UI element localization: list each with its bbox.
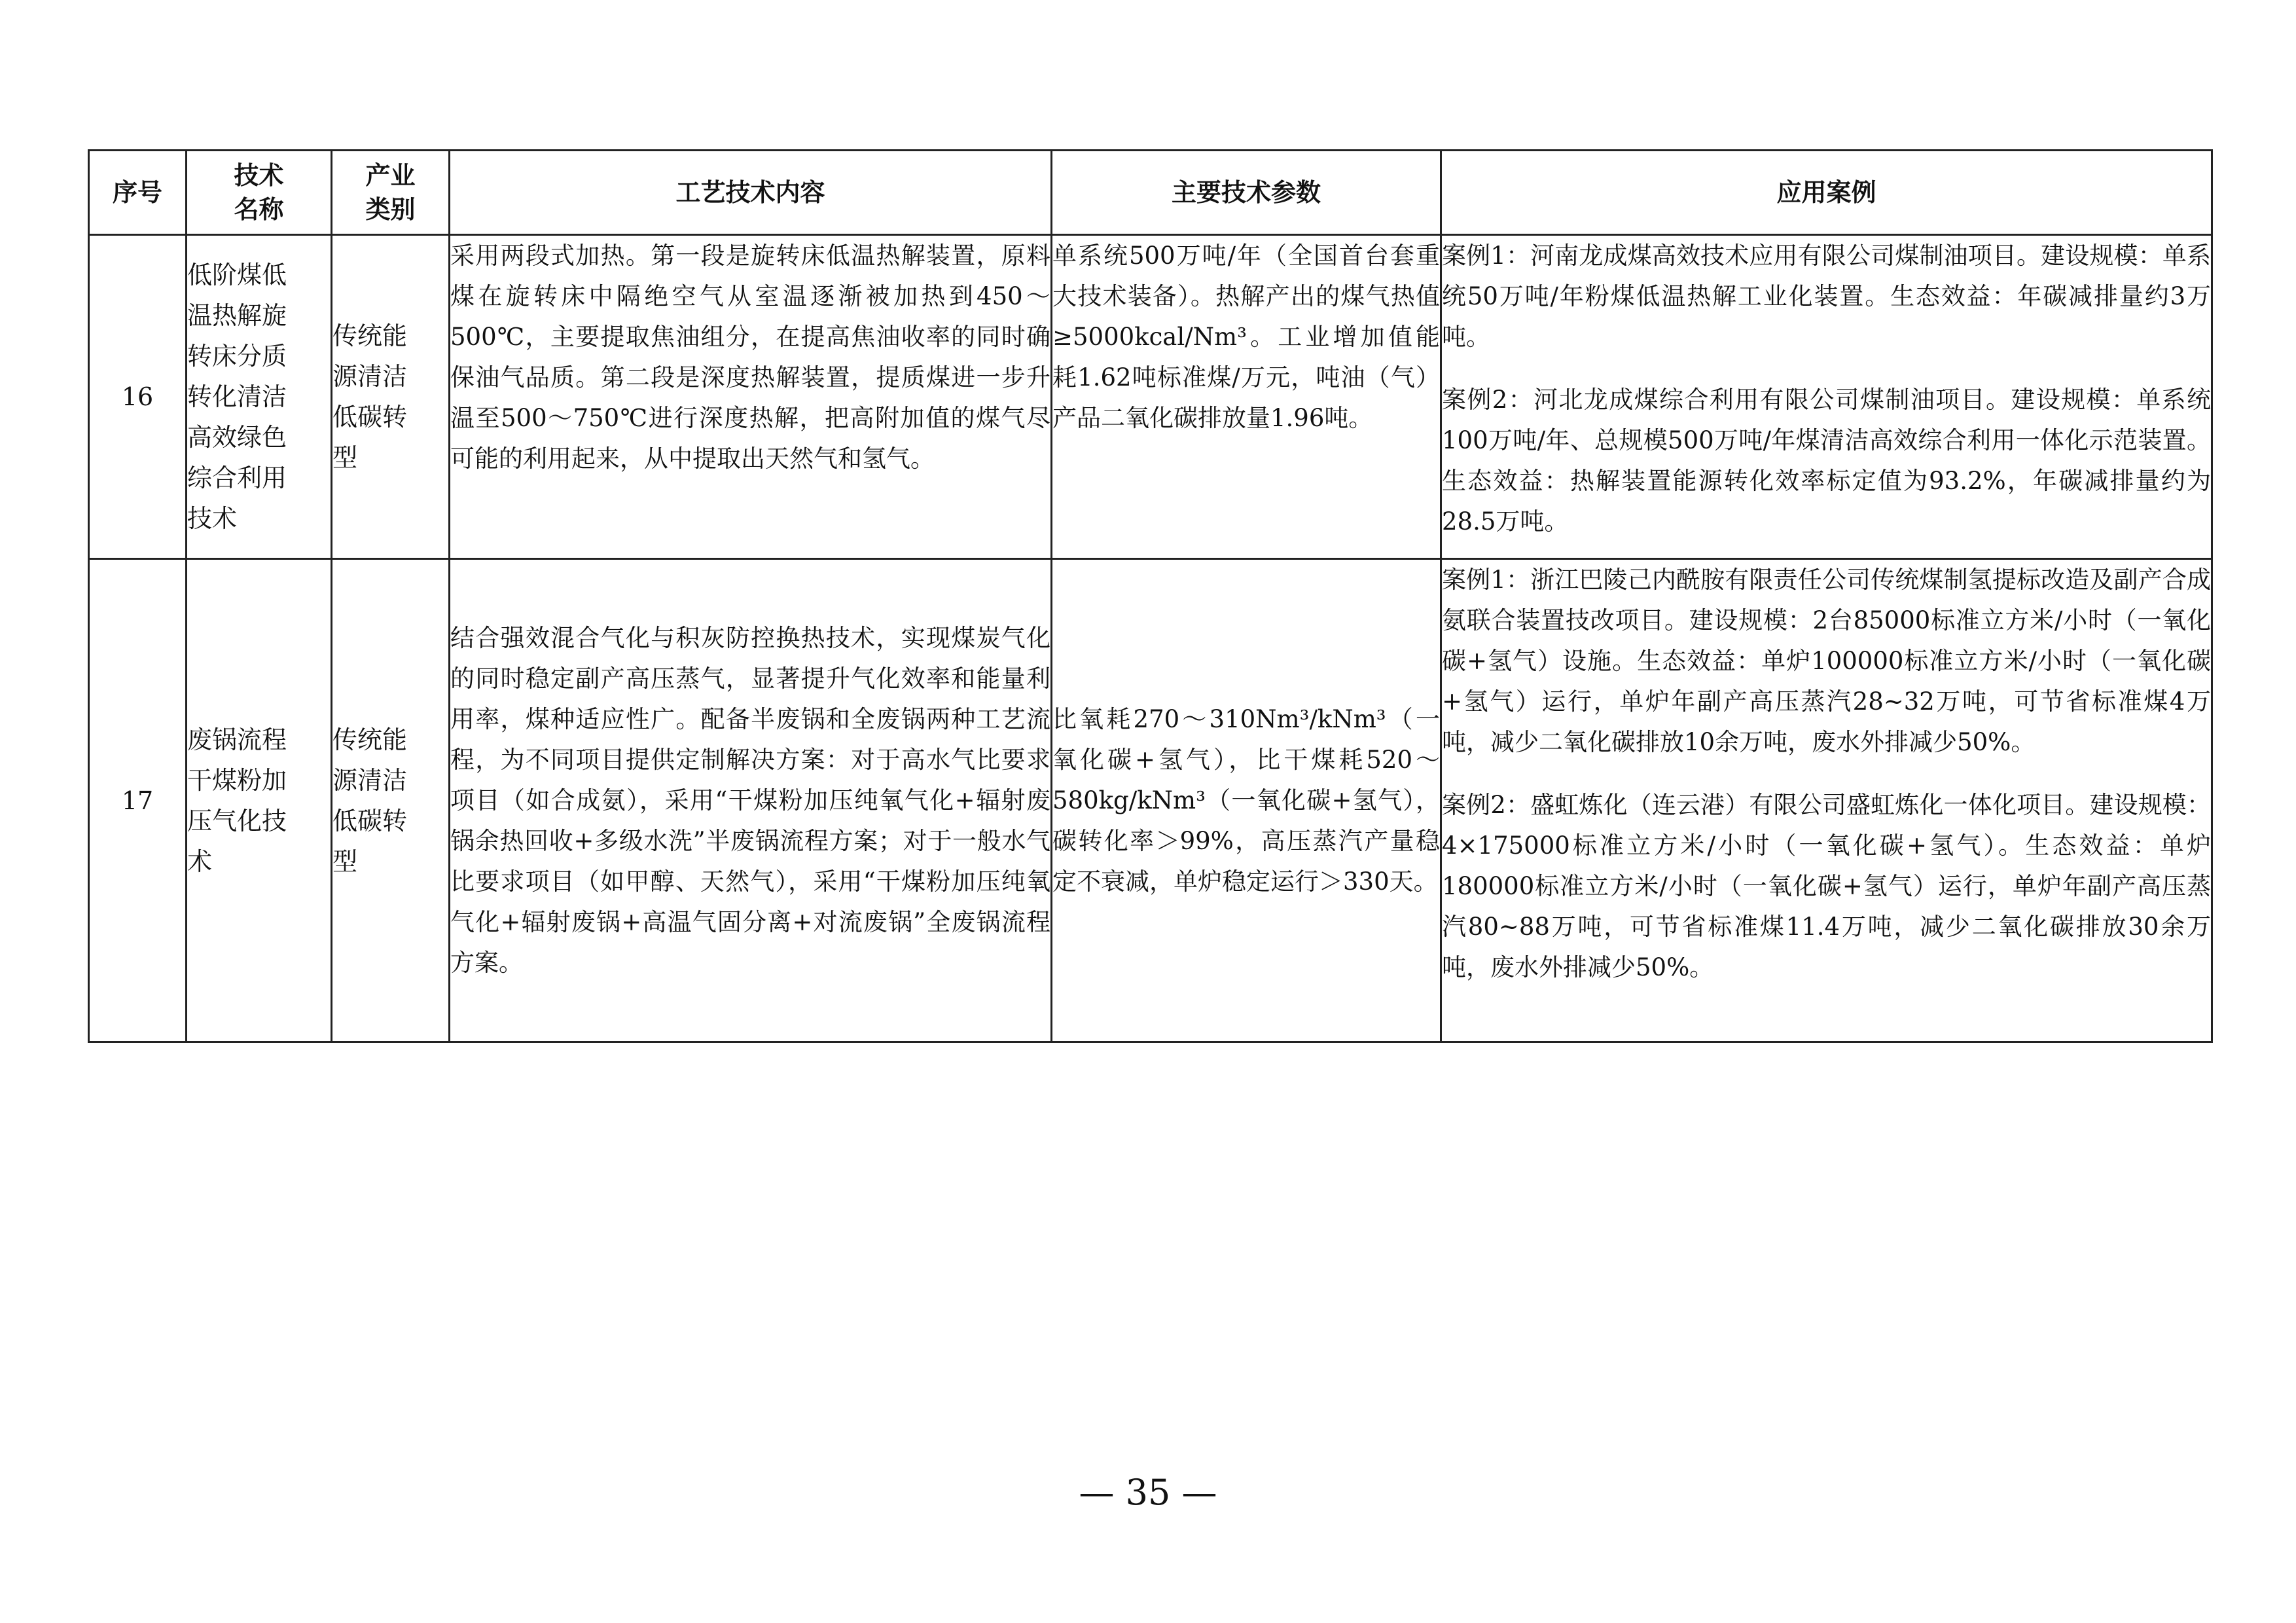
tech-name-line: 压气化技 — [187, 806, 287, 835]
table-header-row — [89, 151, 2212, 235]
industry-line: 低碳转 — [332, 806, 408, 835]
tech-name-line: 废锅流程 — [187, 725, 287, 754]
header-industry: 产业 类别 — [332, 151, 450, 235]
tech-name-line: 温热解旋 — [187, 301, 287, 330]
row-index: 16 — [89, 235, 187, 559]
row-index: 17 — [89, 559, 187, 1042]
case-paragraph: 案例1：河南龙成煤高效技术应用有限公司煤制油项目。建设规模：单系统50万吨/年粉煤低温热解工业化装置。生态效益：年碳减排量约3万吨。 — [1442, 242, 2211, 351]
tech-name-cell — [187, 559, 332, 1042]
table-row — [89, 235, 2212, 559]
tech-name-line: 干煤粉加 — [187, 765, 287, 795]
table-row — [89, 559, 2212, 1042]
tech-name-cell — [187, 235, 332, 559]
case-paragraph: 案例2：盛虹炼化（连云港）有限公司盛虹炼化一体化项目。建设规模：4×175000标准立方米/小时（一氧化碳+氢气）。生态效益：单炉180000标准立方米/小时（一氧化碳+氢气）运行，单炉年副产高压蒸汽80~88万吨，可节省标准煤11.4万吨，减少二氧化碳排放30余万吨，废水外排减少50%。 — [1442, 791, 2211, 981]
header-index: 序号 — [89, 151, 187, 235]
params-cell: 比氧耗270～310Nm³/kNm³（一氧化碳+氢气），比干煤耗520～580kg/kNm³（一氧化碳+氢气），碳转化率＞99%，高压蒸汽产量稳定不衰减，单炉稳定运行＞330天。 — [1052, 559, 1441, 1042]
tech-name-line: 综合利用 — [187, 464, 287, 492]
industry-cell — [332, 235, 450, 559]
process-cell: 结合强效混合气化与积灰防控换热技术，实现煤炭气化的同时稳定副产高压蒸气，显著提升气化效率和能量利用率，煤种适应性广。配备半废锅和全废锅两种工艺流程，为不同项目提供定制解决方案：对于高水气比要求项目（如合成氨），采用“干煤粉加压纯氧气化+辐射废锅余热回收+多级水洗”半废锅流程方案；对于一般水气比要求项目（如甲醇、天然气），采用“干煤粉加压纯氧气化+辐射废锅+高温气固分离+对流废锅”全废锅流程方案。 — [450, 559, 1052, 1042]
case-paragraph: 案例2：河北龙成煤综合利用有限公司煤制油项目。建设规模：单系统100万吨/年、总规模500万吨/年煤清洁高效综合利用一体化示范装置。生态效益：热解装置能源转化效率标定值为93.2%，年碳减排量约为28.5万吨。 — [1442, 386, 2211, 536]
industry-line: 源清洁 — [332, 765, 408, 795]
tech-name-line: 术 — [187, 847, 213, 876]
industry-line: 传统能 — [332, 321, 408, 350]
cases-cell — [1441, 559, 2212, 1042]
page-number: — 35 — — [1079, 1472, 1217, 1513]
cases-cell — [1441, 235, 2212, 559]
header-tech-name: 技术 名称 — [187, 151, 332, 235]
process-cell: 采用两段式加热。第一段是旋转床低温热解装置，原料煤在旋转床中隔绝空气从室温逐渐被加热到450～500℃，主要提取焦油组分，在提高焦油收率的同时确保油气品质。第二段是深度热解装置，提质煤进一步升温至500～750℃进行深度热解，把高附加值的煤气尽可能的利用起来，从中提取出天然气和氢气。 — [450, 235, 1052, 559]
case-paragraph: 案例1：浙江巴陵己内酰胺有限责任公司传统煤制氢提标改造及副产合成氨联合装置技改项目。建设规模：2台85000标准立方米/小时（一氧化碳+氢气）设施。生态效益：单炉100000标准立方米/小时（一氧化碳+氢气）运行，单炉年副产高压蒸汽28~32万吨，可节省标准煤4万吨，减少二氧化碳排放10余万吨，废水外排减少50%。 — [1442, 566, 2211, 756]
params-cell: 单系统500万吨/年（全国首台套重大技术装备）。热解产出的煤气热值≥5000kcal/Nm³。工业增加值能耗1.62吨标准煤/万元，吨油（气）产品二氧化碳排放量1.96吨。 — [1052, 235, 1441, 559]
industry-line: 低碳转 — [332, 403, 408, 431]
industry-line: 传统能 — [332, 725, 408, 754]
tech-name-line: 高效绿色 — [187, 423, 287, 452]
tech-name-line: 低阶煤低 — [187, 261, 287, 289]
tech-name-line: 技术 — [187, 504, 238, 533]
industry-line: 型 — [332, 847, 358, 876]
header-params: 主要技术参数 — [1052, 151, 1441, 235]
tech-name-line: 转化清洁 — [187, 382, 287, 411]
industry-line: 型 — [332, 443, 358, 472]
header-cases: 应用案例 — [1441, 151, 2212, 235]
header-process: 工艺技术内容 — [450, 151, 1052, 235]
industry-line: 源清洁 — [332, 362, 408, 391]
tech-name-line: 转床分质 — [187, 342, 287, 371]
industry-cell — [332, 559, 450, 1042]
technology-table — [88, 149, 2213, 1043]
